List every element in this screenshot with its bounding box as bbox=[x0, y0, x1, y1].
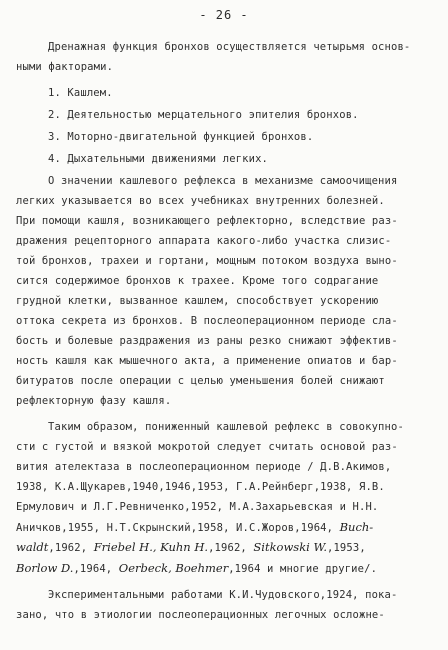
list-item: 3. Моторно-двигательной функцией бронхов. bbox=[48, 131, 314, 143]
typed-text: ,1964, bbox=[73, 563, 113, 575]
text-line: оттока секрета из бронхов. В послеоперационном периоде сла- bbox=[16, 315, 398, 327]
typed-text: ,1964 и многие другие/. bbox=[228, 563, 378, 575]
list-item: 4. Дыхательными движениями легких. bbox=[48, 153, 269, 165]
text-line: зано, что в этиологии послеоперационных легочных осложне- bbox=[16, 609, 385, 621]
text-line: Ермулович и Л.Г.Ревниченко,1952, М.А.Захарьевская и Н.Н. bbox=[16, 501, 379, 513]
text-line: рефлекторную фазу кашля. bbox=[16, 395, 172, 407]
text-line: грудной клетки, вызванное кашлем, способствует ускорению bbox=[16, 295, 379, 307]
text-line: сится содержимое бронхов к трахее. Кроме того содрагание bbox=[16, 275, 379, 287]
text-line bbox=[16, 520, 436, 535]
handwritten-text: Borlow D. bbox=[16, 561, 74, 575]
handwritten-text: Buch- bbox=[339, 520, 374, 534]
text-line: 1938, К.А.Щукарев,1940,1946,1953, Г.А.Рейнберг,1938, Я.В. bbox=[16, 481, 385, 493]
text-line: ными факторами. bbox=[16, 61, 114, 73]
text-line: Таким образом, пониженный кашлевой рефлекс в совокупно- bbox=[48, 421, 404, 433]
text-line: битуратов после операции с целью уменьшения болей снижают bbox=[16, 375, 385, 387]
text-line: вития ателектаза в послеоперационном периоде / Д.В.Акимов, bbox=[16, 461, 392, 473]
typed-text: ,1962, bbox=[48, 542, 88, 554]
text-line: О значении кашлевого рефлекса в механизме самоочищения bbox=[48, 175, 398, 187]
list-item: 1. Кашлем. bbox=[48, 87, 113, 99]
list-item: 2. Деятельностью мерцательного эпителия бронхов. bbox=[48, 109, 359, 121]
text-line: той бронхов, трахеи и гортани, мощным потоком воздуха выно- bbox=[16, 255, 398, 267]
typed-text: Аничков,1955, Н.Т.Скрынский,1958, И.С.Жоров,1964, bbox=[16, 522, 334, 534]
text-line: бость и болевые раздражения из раны резко снижают эффектив- bbox=[16, 335, 398, 347]
text-line: Дренажная функция бронхов осуществляется четырьмя основ- bbox=[48, 41, 411, 53]
text-line: При помощи кашля, возникающего рефлекторно, вследствие раз- bbox=[16, 215, 398, 227]
text-line: ность кашля как мышечного акта, а применение опиатов и бар- bbox=[16, 355, 398, 367]
typed-text: ,1962, bbox=[208, 542, 247, 554]
text-line bbox=[16, 561, 436, 576]
handwritten-text: waldt bbox=[16, 540, 49, 554]
text-line: легких указывается во всех учебниках внутренних болезней. bbox=[16, 195, 385, 207]
handwritten-text: Sitkowski W. bbox=[253, 540, 327, 554]
handwritten-text: Oerbeck, Boehmer bbox=[118, 561, 229, 575]
text-line: сти с густой и вязкой мокротой следует считать основой раз- bbox=[16, 441, 398, 453]
text-line: дражения рецепторного аппарата какого-либо участка слизис- bbox=[16, 235, 392, 247]
page-number: - 26 - bbox=[199, 8, 249, 22]
typed-text: ,1953, bbox=[326, 542, 366, 554]
handwritten-text: Friebel H., Kuhn H. bbox=[93, 540, 209, 554]
text-line bbox=[16, 540, 436, 555]
text-line: Экспериментальными работами К.И.Чудовского,1924, пока- bbox=[48, 589, 398, 601]
